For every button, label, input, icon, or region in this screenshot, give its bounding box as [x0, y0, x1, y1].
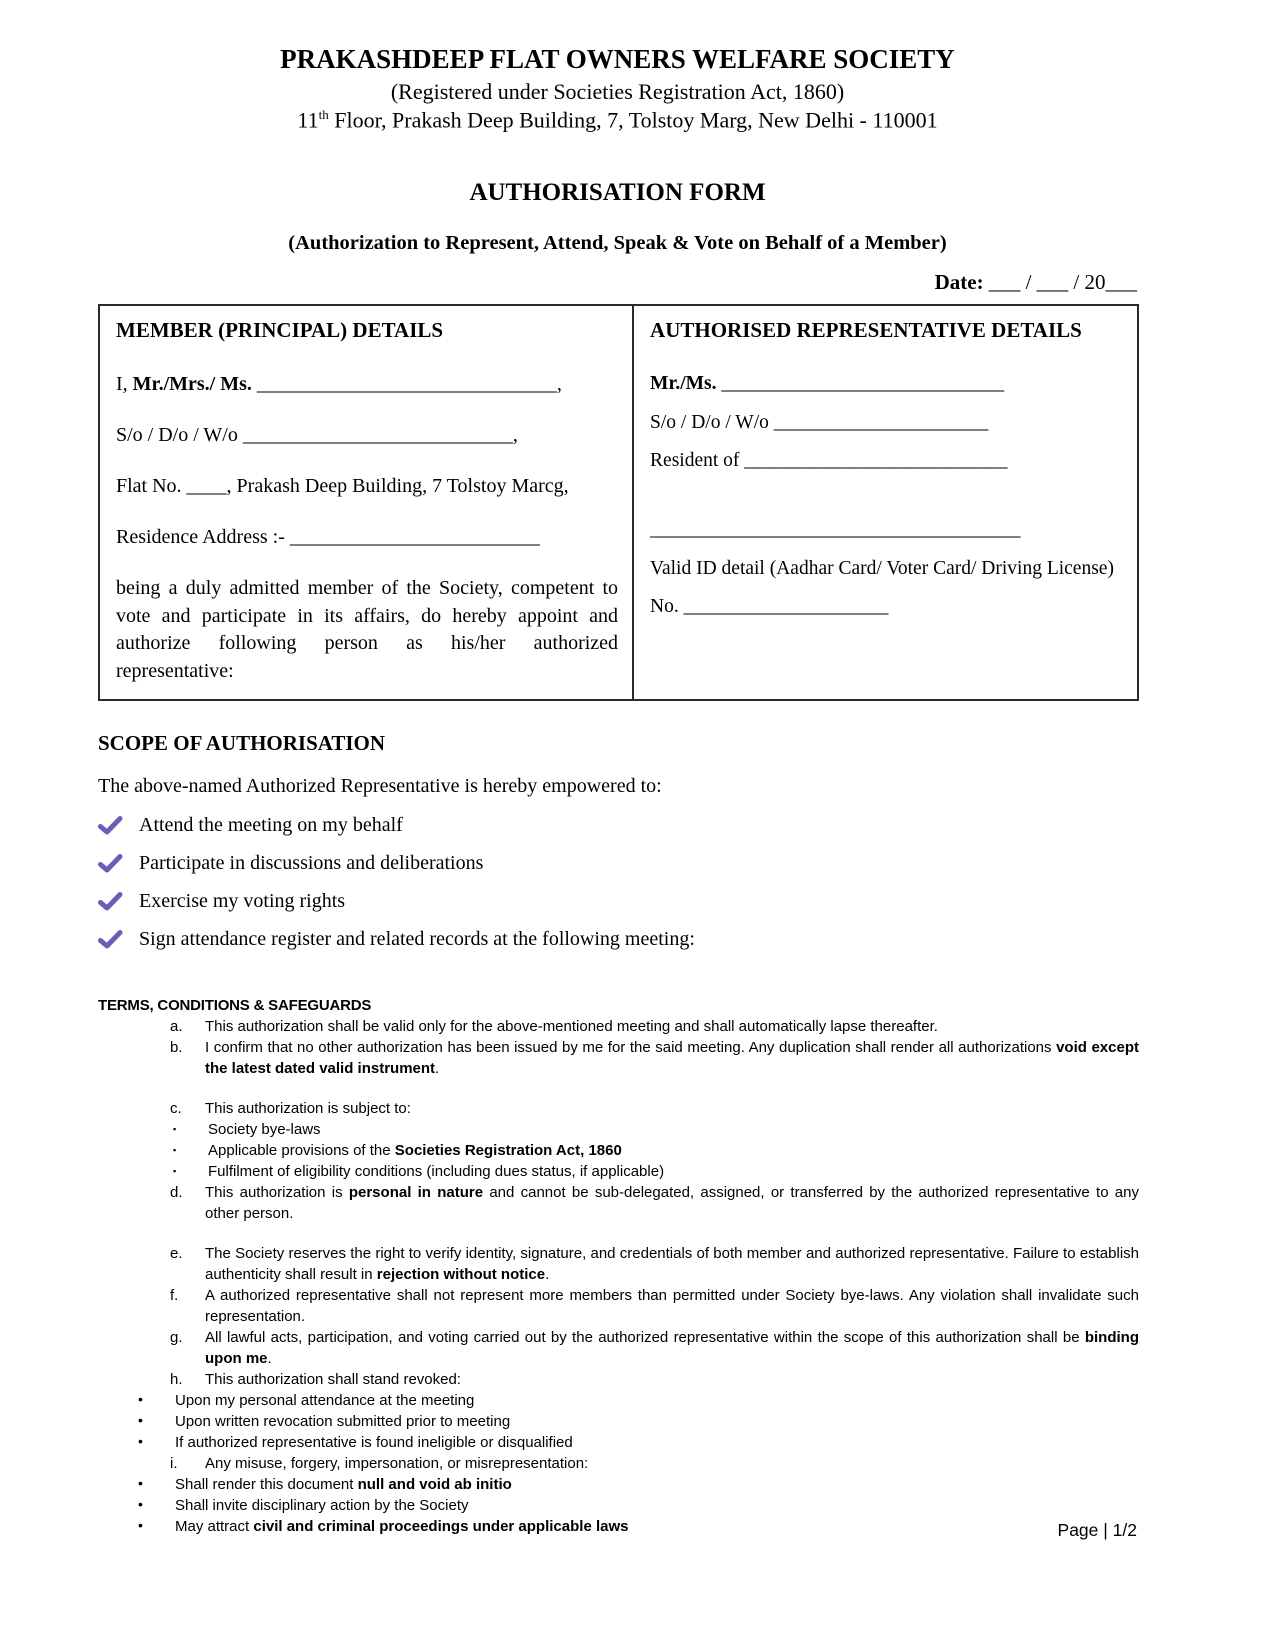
form-blank-line: I, Mr./Mrs./ Ms. ______________________________, [116, 373, 562, 396]
check-icon [98, 930, 123, 949]
term-bullet-text: Applicable provisions of the Societies Registration Act, 1860 [208, 1141, 622, 1159]
form-blank-line: Valid ID detail (Aadhar Card/ Voter Card/ Driving License) [650, 557, 1114, 579]
term-text: This authorization is subject to: [205, 1099, 411, 1117]
term-text: A authorized representative shall not represent more members than permitted under Society bye-laws. Any violation shall invalidate such representation. [205, 1286, 1139, 1325]
bullet-marker: • [138, 1390, 143, 1407]
term-bullet-text: May attract civil and criminal proceedings under applicable laws [175, 1517, 629, 1535]
representative-details-cell [634, 306, 1137, 699]
scope-item [98, 814, 1137, 837]
form-blank-line: ______________________________________ [650, 519, 1021, 541]
address-ordinal-superscript: th [318, 107, 329, 122]
scope-checklist [98, 814, 1137, 951]
bullet-marker: • [138, 1495, 143, 1512]
date-blanks: ___ / ___ / 20___ [983, 270, 1137, 295]
term-bullet [98, 1516, 1139, 1537]
date-line [98, 270, 1137, 295]
term-text: All lawful acts, participation, and voting carried out by the authorized representative within the scope of this authorization shall be binding upon me. [205, 1328, 1139, 1367]
terms-list [98, 1016, 1139, 1537]
term-item [98, 1369, 1139, 1390]
scope-item-label: Sign attendance register and related records at the following meeting: [139, 927, 695, 950]
details-table [98, 304, 1139, 701]
term-item [98, 1453, 1139, 1474]
term-text: This authorization shall stand revoked: [205, 1370, 461, 1388]
term-item [98, 1037, 1139, 1079]
scope-item [98, 928, 1137, 951]
form-subtitle: (Authorization to Represent, Attend, Speak & Vote on Behalf of a Member) [288, 232, 947, 255]
term-bullet-text: Society bye-laws [208, 1120, 321, 1138]
scope-item-label: Participate in discussions and deliberations [139, 851, 484, 874]
term-item [98, 1327, 1139, 1369]
term-marker: c. [170, 1099, 182, 1117]
page-number-indicator: Page | 1/2 [1057, 1520, 1137, 1540]
term-bullet-text: If authorized representative is found ineligible or disqualified [175, 1433, 573, 1451]
check-icon [98, 816, 123, 835]
bullet-marker: • [138, 1411, 143, 1428]
term-bullet [98, 1474, 1139, 1495]
scope-heading: SCOPE OF AUTHORISATION [98, 730, 386, 755]
term-bullet-text: Shall render this document null and void ab initio [175, 1475, 512, 1493]
term-item [98, 1016, 1139, 1037]
term-bullet [98, 1432, 1139, 1453]
term-item [98, 1182, 1139, 1224]
term-text: I confirm that no other authorization has been issued by me for the said meeting. Any duplication shall render all authorizations void except the latest dated valid instrument. [205, 1038, 1139, 1077]
term-bullet-text: Upon my personal attendance at the meeting [175, 1391, 475, 1409]
form-blank-line: Mr./Ms. _____________________________ [650, 373, 1005, 395]
bullet-marker: • [138, 1432, 143, 1449]
scope-item [98, 852, 1137, 875]
term-item [98, 1285, 1139, 1327]
form-blank-line: S/o / D/o / W/o ______________________ [650, 411, 989, 433]
check-icon [98, 892, 123, 911]
bullet-marker: • [138, 1516, 143, 1533]
term-text: The Society reserves the right to verify identity, signature, and credentials of both member and authorized representative. Failure to establish authenticity shall result in rejection without notice. [205, 1244, 1139, 1283]
representative-details-heading: AUTHORISED REPRESENTATIVE DETAILS [650, 318, 1082, 343]
scope-item-label: Exercise my voting rights [139, 889, 346, 912]
term-bullet [98, 1390, 1139, 1411]
bullet-marker: ▪ [173, 1165, 177, 1176]
form-blank-line: S/o / D/o / W/o ___________________________, [116, 424, 518, 447]
member-details-cell [100, 306, 634, 699]
form-blank-line: Resident of ___________________________ [650, 450, 1008, 472]
term-bullet-text: Fulfilment of eligibility conditions (including dues status, if applicable) [208, 1162, 665, 1180]
society-name: PRAKASHDEEP FLAT OWNERS WELFARE SOCIETY [280, 44, 955, 74]
term-bullet [98, 1119, 1139, 1140]
representative-form-lines [650, 371, 1123, 619]
member-details-heading: MEMBER (PRINCIPAL) DETAILS [116, 318, 444, 343]
term-marker: h. [170, 1370, 183, 1388]
terms-heading: TERMS, CONDITIONS & SAFEGUARDS [98, 996, 372, 1014]
term-marker: b. [170, 1038, 183, 1056]
term-marker: g. [170, 1328, 183, 1346]
term-bullet [98, 1495, 1139, 1516]
date-label: Date: [934, 270, 984, 295]
term-bullet [98, 1411, 1139, 1432]
document-header [98, 44, 1137, 133]
term-text: This authorization shall be valid only for the above-mentioned meeting and shall automatically lapse thereafter. [205, 1017, 938, 1035]
form-blank-line: Residence Address :- _________________________ [116, 526, 540, 549]
term-marker: a. [170, 1017, 183, 1035]
term-marker: e. [170, 1244, 183, 1262]
term-marker: d. [170, 1183, 183, 1201]
term-marker: f. [170, 1286, 179, 1304]
member-declaration: being a duly admitted member of the Society, competent to vote and participate in its affairs, do hereby appoint and authorize following person as his/her authorized representative: [116, 577, 619, 682]
terms-section [98, 995, 1139, 1537]
form-blank-line: No. _____________________ [650, 596, 889, 618]
form-blank-line: Flat No. ____, Prakash Deep Building, 7 Tolstoy Marcg, [116, 475, 569, 498]
term-text: Any misuse, forgery, impersonation, or misrepresentation: [205, 1454, 589, 1472]
term-bullet-text: Shall invite disciplinary action by the Society [175, 1496, 469, 1514]
registration-line: (Registered under Societies Registration Act, 1860) [390, 79, 845, 104]
address-prefix: 11 [297, 107, 319, 133]
check-icon [98, 854, 123, 873]
member-form-lines [116, 371, 618, 575]
term-bullet [98, 1161, 1139, 1182]
scope-item [98, 890, 1137, 913]
term-bullet-text: Upon written revocation submitted prior to meeting [175, 1412, 511, 1430]
term-bullet [98, 1140, 1139, 1161]
address-suffix: Floor, Prakash Deep Building, 7, Tolstoy Marg, New Delhi - 110001 [328, 107, 938, 133]
term-text: This authorization is personal in nature and cannot be sub-delegated, assigned, or transferred by the authorized representative to any other person. [205, 1183, 1139, 1222]
form-title: AUTHORISATION FORM [469, 179, 766, 207]
term-item [98, 1098, 1139, 1119]
society-address [98, 107, 1137, 133]
scope-intro: The above-named Authorized Representative is hereby empowered to: [98, 774, 662, 797]
term-marker: i. [170, 1454, 178, 1472]
bullet-marker: • [138, 1474, 143, 1491]
bullet-marker: ▪ [173, 1123, 177, 1134]
bullet-marker: ▪ [173, 1144, 177, 1155]
scope-item-label: Attend the meeting on my behalf [139, 813, 403, 836]
term-item [98, 1243, 1139, 1285]
